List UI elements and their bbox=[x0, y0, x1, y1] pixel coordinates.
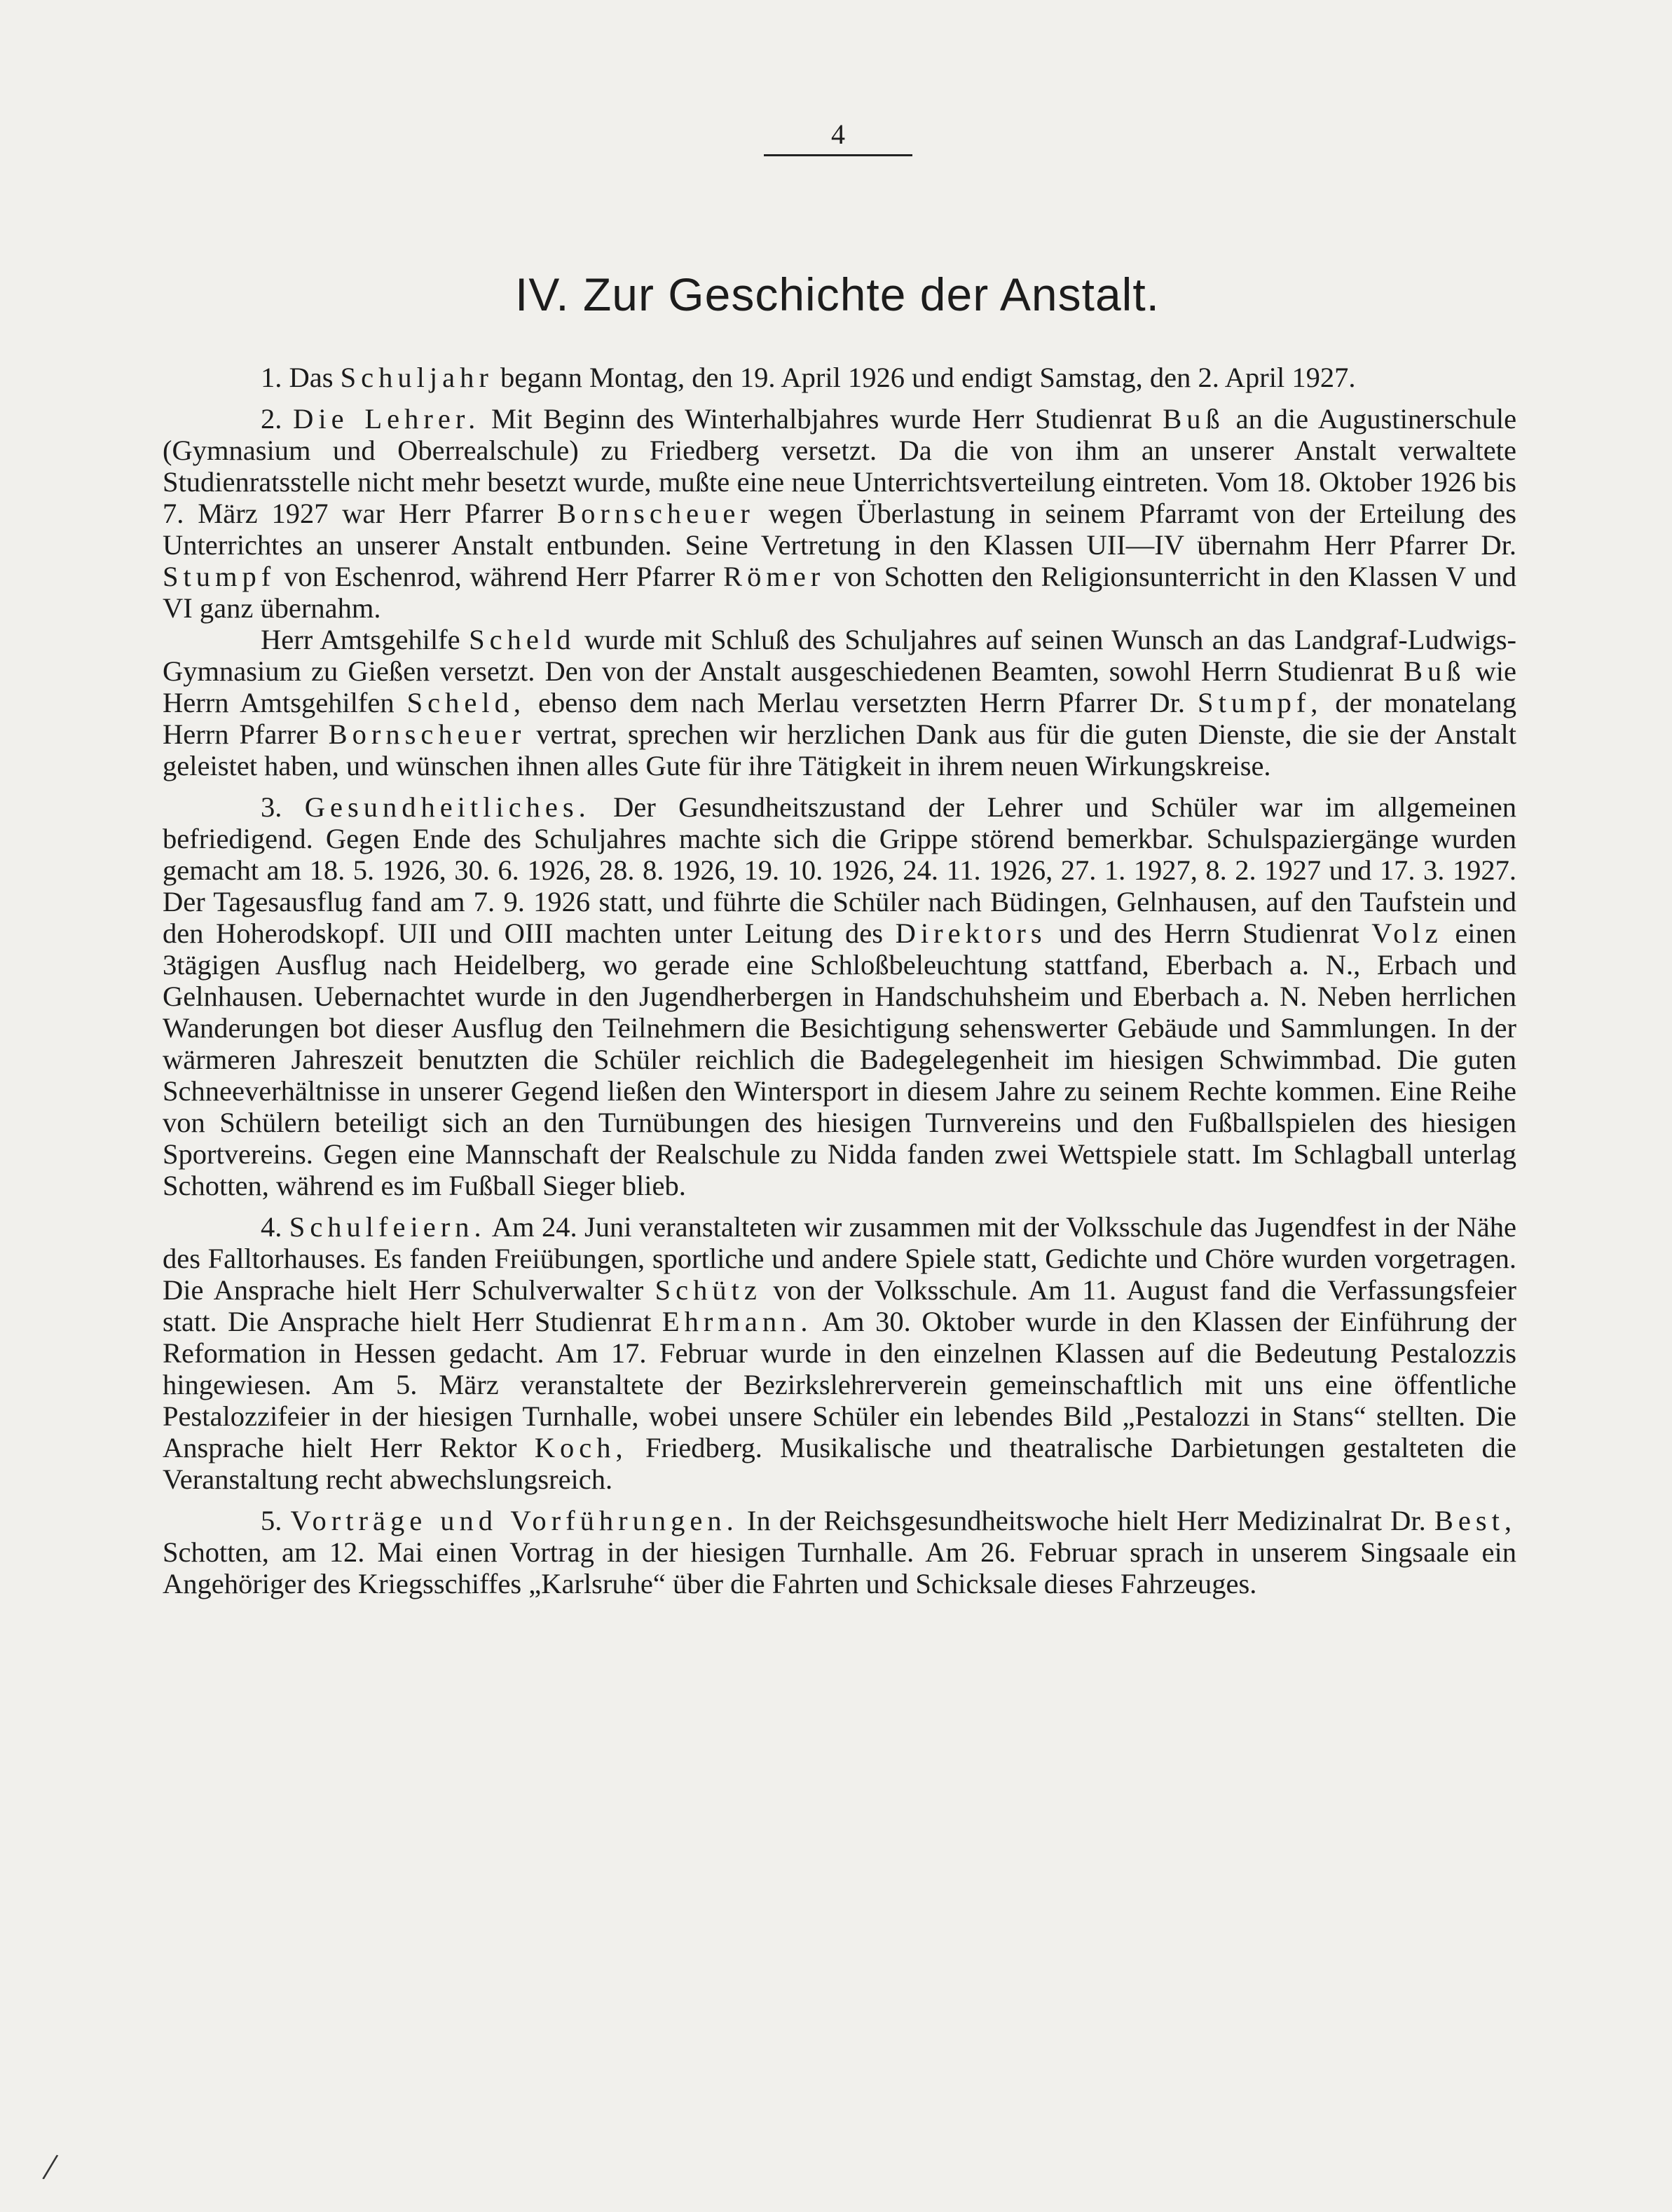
page-number: 4 bbox=[831, 118, 845, 150]
paragraph-schuljahr bbox=[163, 362, 1516, 393]
person-name: Direktors bbox=[895, 917, 1047, 949]
paragraph-text: Am 30. Oktober wurde in den Klassen der Einführung der Reformation in Hessen gedacht. Am 17. Februar wurde in den einzelnen Klassen auf die Bedeutung Pestalozzis hingewiesen. Am 5. März veranstaltete der Bezirkslehrerverein gemeinschaftlich mit uns eine öffentliche Pestalozzifeier in der hiesigen Turnhalle, wobei unsere Schüler ein lebendes Bild „Pestalozzi in Stans“ stellten. Die Ansprache hielt Herr Rektor bbox=[163, 1306, 1517, 1463]
section-title: IV. Zur Geschichte der Anstalt. bbox=[514, 268, 1160, 320]
paragraph-number: 5. bbox=[261, 1505, 282, 1536]
paragraph-number: 3. bbox=[261, 791, 282, 823]
paragraph-text: Schotten, am 12. Mai einen Vortrag in der hiesigen Turnhalle. Am 26. Februar sprach in unserem Singsaale ein Angehöriger des Kriegsschiffes „Karlsruhe“ über die Fahrten und Schicksale dieses Fahrzeuges. bbox=[163, 1536, 1516, 1599]
person-name: Römer bbox=[723, 561, 825, 592]
person-name: Bornscheuer bbox=[328, 718, 526, 750]
paragraph-text: wie Herrn Amtsgehilfen bbox=[163, 655, 1517, 718]
paragraph-text: Mit Beginn des Winterhalbjahres wurde Herr Studienrat bbox=[491, 403, 1152, 435]
document-body bbox=[163, 362, 1516, 1609]
person-name: Scheld bbox=[469, 624, 576, 655]
person-name: Volz bbox=[1371, 917, 1443, 949]
paragraph-heading: Gesundheitliches. bbox=[304, 791, 591, 823]
person-name: Schütz bbox=[655, 1274, 762, 1306]
person-name: Stumpf, bbox=[1198, 687, 1323, 718]
paragraph-text: Friedberg. Musikalische und theatralische Darbietungen gestalteten die Veranstaltung recht abwechslungsreich. bbox=[163, 1432, 1517, 1495]
paragraph-text: von Eschenrod, während Herr Pfarrer bbox=[284, 561, 715, 592]
paragraph-number: 1. bbox=[261, 362, 282, 393]
paragraph-text: Herr Amtsgehilfe bbox=[261, 624, 460, 655]
person-name: Stumpf bbox=[163, 561, 276, 592]
paragraph-heading: Schuljahr bbox=[340, 362, 493, 393]
paragraph-heading: Vorträge und Vorführungen. bbox=[290, 1505, 739, 1536]
paragraph-text: begann Montag, den 19. April 1926 und endigt Samstag, den 2. April 1927. bbox=[500, 362, 1356, 393]
paragraph-schulfeiern bbox=[163, 1211, 1516, 1495]
paragraph-lehrer bbox=[163, 403, 1516, 624]
paragraph-text: von Schotten den Religionsunterricht in den Klassen V und VI ganz übernahm. bbox=[163, 561, 1517, 624]
person-name: Buß bbox=[1163, 403, 1225, 435]
paragraph-text: einen 3tägigen Ausflug nach Heidelberg, wo gerade eine Schloßbeleuchtung stattfand, Eberbach a. N., Erbach und Gelnhausen. Uebernachtet wurde in den Jugendherbergen in Handschuhsheim und Eberbach a. N. Neben herrlichen Wanderungen bot dieser Ausflug den Teilnehmern die Besichtigung sehenswerter Gebäude und Sammlungen. In der wärmeren Jahreszeit benutzten die Schüler reichlich die Badegelegenheit im hiesigen Schwimmbad. Die guten Schneeverhältnisse in unserer Gegend ließen den Wintersport in diesem Jahre zu seinem Rechte kommen. Eine Reihe von Schülern beteiligt sich an den Turnübungen des hiesigen Turnvereins und den Fußballspielen des hiesigen Sportvereins. Gegen eine Mannschaft der Realschule zu Nidda fanden zwei Wettspiele statt. Im Schlagball unterlag Schotten, während es im Fußball Sieger blieb. bbox=[163, 917, 1517, 1201]
paragraph-lehrer-continued bbox=[163, 624, 1516, 781]
person-name: Buß bbox=[1403, 655, 1466, 687]
paragraph-gesundheitliches bbox=[163, 791, 1516, 1201]
paragraph-text: vertrat, sprechen wir herzlichen Dank aus für die guten Dienste, die sie der Anstalt geleistet haben, und wünschen ihnen alles Gute für ihre Tätigkeit in ihrem neuen Wirkungskreise. bbox=[163, 718, 1517, 781]
paragraph-heading: Schulfeiern. bbox=[289, 1211, 486, 1243]
header-rule bbox=[764, 154, 912, 156]
paragraph-text: Der Gesundheitszustand der Lehrer und Schüler war im allgemeinen befriedigend. Gegen Ende des Schuljahres machte sich die Grippe störend bemerkbar. Schulspaziergänge wurden gemacht am 18. 5. 1926, 30. 6. 1926, 28. 8. 1926, 19. 10. 1926, 24. 11. 1926, 27. 1. 1927, 8. 2. 1927 und 17. 3. 1927. Der Tagesausflug fand am 7. 9. 1926 statt, und führte die Schüler nach Büdingen, Gelnhausen, auf den Taufstein und den Hoherodskopf. UII und OIII machten unter Leitung des bbox=[163, 791, 1516, 949]
paragraph-text: und des Herrn Studienrat bbox=[1059, 917, 1359, 949]
paragraph-text: Das bbox=[289, 362, 334, 393]
paragraph-number: 4. bbox=[261, 1211, 282, 1243]
paragraph-text: wegen Überlastung in seinem Pfarramt von der Erteilung des Unterrichtes an unserer Anstalt entbunden. Seine Vertretung in den Klassen UII—IV übernahm Herr Pfarrer Dr. bbox=[163, 498, 1517, 561]
person-name: Bornscheuer bbox=[557, 498, 755, 529]
page-number-header bbox=[764, 118, 912, 156]
person-name: Best, bbox=[1434, 1505, 1517, 1536]
paragraph-text: ebenso dem nach Merlau versetzten Herrn Pfarrer Dr. bbox=[537, 687, 1186, 718]
paragraph-heading: Die Lehrer. bbox=[293, 403, 481, 435]
paragraph-text: In der Reichsgesundheitswoche hielt Herr Medizinalrat Dr. bbox=[746, 1505, 1426, 1536]
paragraph-text: wurde mit Schluß des Schuljahres auf seinen Wunsch an das Landgraf-Ludwigs-Gymnasium zu Gießen versetzt. Den von der Anstalt ausgeschiedenen Beamten, sowohl Herrn Studienrat bbox=[163, 624, 1516, 687]
person-name: Koch, bbox=[534, 1432, 628, 1463]
person-name: Ehrmann. bbox=[662, 1306, 813, 1337]
paragraph-text: Am 24. Juni veranstalteten wir zusammen mit der Volksschule das Jugendfest in der Nähe des Falltorhauses. Es fanden Freiübungen, sportliche und andere Spiele statt, Gedichte und Chöre wurden vorgetragen. Die Ansprache hielt Herr Schulverwalter bbox=[163, 1211, 1517, 1306]
paragraph-text: an die Augustinerschule (Gymnasium und Oberrealschule) zu Friedberg versetzt. Da die von ihm an unserer Anstalt verwaltete Studienratsstelle nicht mehr besetzt wurde, mußte eine neue Unterrichtsverteilung eintreten. Vom 18. Oktober 1926 bis 7. März 1927 war Herr Pfarrer bbox=[163, 403, 1517, 529]
margin-pencil-mark: / bbox=[40, 2145, 60, 2190]
paragraph-text: der monatelang Herrn Pfarrer bbox=[163, 687, 1517, 750]
paragraph-number: 2. bbox=[261, 403, 282, 435]
paragraph-text: von der Volksschule. Am 11. August fand die Verfassungsfeier statt. Die Ansprache hielt Herr Studienrat bbox=[163, 1274, 1517, 1337]
paragraph-vortraege bbox=[163, 1505, 1516, 1599]
person-name: Scheld, bbox=[406, 687, 526, 718]
